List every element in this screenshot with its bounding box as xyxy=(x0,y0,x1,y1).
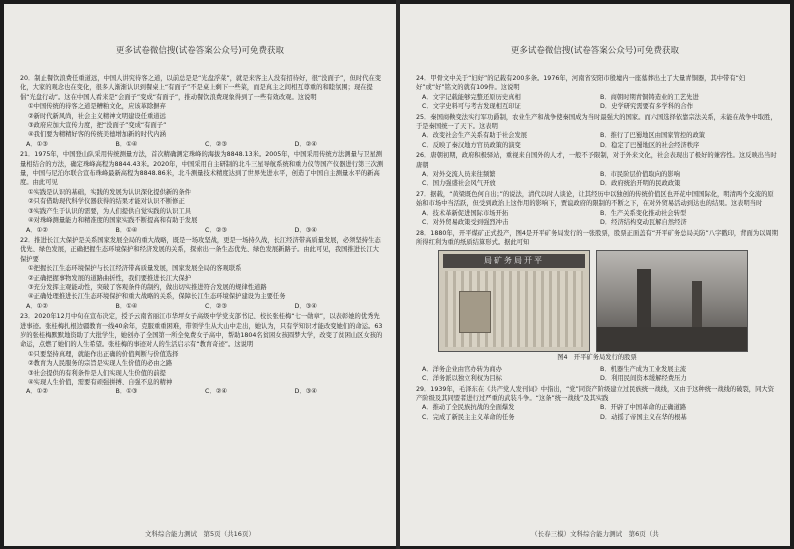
answer-options xyxy=(26,226,384,235)
answer-option: B．市民阶层价值取向的影响 xyxy=(600,171,680,179)
question-stem: 26．唐朝初期，政府积极驿站，重视来自国外的人才，一般不予限制，对于外来文化，社会表现出了极好的兼容性。这反映出当时唐朝 xyxy=(416,152,777,169)
answer-option: C．②④ xyxy=(205,388,227,396)
answer-option: B．开辟了中国革命的正确道路 xyxy=(600,404,687,412)
question-statement: ②新时代新风尚，社会主义精神文明建设任重道远 xyxy=(28,112,166,120)
question-block xyxy=(416,229,778,384)
question-statement: ②教育为人民服务的宗旨是实现人生价值的必由之路 xyxy=(28,360,173,368)
answer-option: A．对外交流人员来往频繁 xyxy=(422,171,496,179)
answer-option: C．完成了新民主主义革命的任务 xyxy=(422,413,515,421)
question-statement: ①把握长江生态环境保护与长江经济带高质量发展，国家发展全局的客观联系 xyxy=(28,265,242,273)
answer-option: B．①④ xyxy=(115,226,138,234)
answer-option: C．文字史料可与考古发现相互印证 xyxy=(422,103,521,111)
answer-option: A．①② xyxy=(26,302,48,310)
answer-option: C．洋务派以独立利权为目标 xyxy=(422,375,502,383)
question-stem: 27．据载，“黄梁既色何自出；”的说法，清代以时人谈论，让其经历中以独创的传统价值区也开花中国国际化，明清两个交流的原始和市场中当活跃，但受到政治上这作用的影响下，贾谊政府的限制的不断之下，在对外贸易活动到达也的结果。这表明当时 xyxy=(416,190,774,208)
mine-tower xyxy=(637,269,651,329)
answer-option: C．反映了秦汉地方官员政策的演变 xyxy=(422,141,521,149)
answer-option: C．国力强盛社会风气开放 xyxy=(422,180,496,188)
answer-options xyxy=(422,93,778,112)
answer-option: A．技术革新促进国际市场开拓 xyxy=(422,209,509,217)
question-statement: ③政府应加大宣传力度，把“没面子”变成“有面子” xyxy=(28,122,167,130)
answer-options xyxy=(422,403,778,422)
answer-options xyxy=(26,387,384,396)
page-footer: （长春三模）文科综合能力测试 第6页（共 xyxy=(531,530,659,538)
question-block xyxy=(416,151,778,189)
answer-option: A．文字记载能够完整还原历史真相 xyxy=(422,93,521,101)
answer-options xyxy=(26,302,384,311)
question-statement: ③充分发挥主观能动性，突破了客观条件的制约，做出切实推进符合发展的规律性道路 xyxy=(28,283,267,291)
answer-option: A．①③ xyxy=(26,140,48,148)
question-block xyxy=(416,74,778,112)
coal-mine-photo xyxy=(596,250,748,352)
question-block xyxy=(416,190,778,228)
answer-option: A．洋务企业由官办转为商办 xyxy=(422,365,502,373)
question-statement: ①只要坚持真理，就能作出正确的价值判断与价值选择 xyxy=(28,350,179,358)
question-block xyxy=(20,236,384,311)
question-stem: 20．制止餐饮浪费任重道远，中国人讲究待客之道，以前总是是“光盘浮菜”，就是来客主人没有招待好，很“没面子”，但时代在变化，大家的观念也在变化，很多人渐渐认识到餐桌上“有面子”不是桌上剩下一些菜，而是真主之间相互尊重的和睦氛围；现在提倡“光盘行动”。这在中国人看来是“会面子”变成“有面子”，推动餐饮浪费现象得到了一些有效改观。这说明 xyxy=(20,75,382,101)
question-block xyxy=(416,385,778,423)
answer-option: D．③④ xyxy=(294,388,317,396)
question-statement: ③社会提供的有利条件是人们实现人生价值的前提 xyxy=(28,369,166,377)
answer-options xyxy=(422,170,778,189)
question-statement: ②正确把握事物发展的道路曲折性，我们要推进长江大保护 xyxy=(28,274,192,282)
question-stem: 23．2020年12月中旬在宣布决定，授予云南省丽江市华坪女子高级中学党支部书记、校长张桂梅“七一勋章”，以表彰她的优秀先进事迹。张桂梅扎根边疆教育一线40余年，克服重重困难，带领学生从大山中走出，她认为，只有学知识才能改变她们的命运。63岁的张桂梅默默地资助了大批学生，她创办了全国第一所全免费女子高中，帮助1804名贫困女孩圆梦大学，改变了贫困山区女孩的命运，点燃了她们的人生希望。张桂梅的事迹对人的生活启示有“教育奇迹”。这说明 xyxy=(20,313,383,349)
answer-option: D．动摇了帝国主义在华的根基 xyxy=(600,413,687,421)
mine-chimney xyxy=(692,281,702,329)
stock-certificate-image xyxy=(438,250,590,352)
left-page xyxy=(4,4,396,546)
answer-option: A．改变社会生产关系有助于社会发展 xyxy=(422,132,528,140)
answer-option: B．①④ xyxy=(115,140,138,148)
answer-option: C．②③ xyxy=(205,302,227,310)
question-stem: 29．1939年，毛泽东在《共产党人发刊词》中指出，“党”同资产阶级建立过民族统一战线，又由于这种统一战线的破裂，同大资产阶级及其同盟者进行过严重的武装斗争。“这条”统一战线”及其实践 xyxy=(416,385,774,402)
answer-option: C．对外贸易政策受到强烈冲击 xyxy=(422,219,509,227)
question-block xyxy=(416,113,778,151)
question-block xyxy=(20,312,384,397)
answer-option: D．利用民间资本缓解经费压力 xyxy=(600,375,687,383)
answer-option: B．生产关系变化推动社会转型 xyxy=(600,209,687,217)
answer-option: D．稳定了巴蜀地区的社会经济秩序 xyxy=(600,141,700,149)
answer-option: A．①② xyxy=(26,388,48,396)
stock-certificate-seal xyxy=(459,291,491,333)
answer-option: B．①③ xyxy=(115,388,138,396)
question-stem: 25．秦国商鞅变法实行军功爵制，农业生产和战争使秦国成为当时最强大的国家。而六国选择依靠宗法关系，未能在战争中取胜，于是秦国统一了天下。这表明 xyxy=(416,113,777,131)
answer-option: A．①② xyxy=(26,226,48,234)
figure-caption: 图4 开平矿务局发行的股票 xyxy=(557,354,637,362)
figure-4 xyxy=(438,250,778,352)
page-banner: 更多试卷微信搜(试卷答案公众号)可免费获取 xyxy=(115,46,285,56)
answer-options xyxy=(26,140,384,149)
answer-option: B．机器生产成为工业发展主流 xyxy=(600,365,687,373)
mine-ground xyxy=(597,327,747,351)
question-stem: 28．1880年，开平煤矿正式投产，图4是开平矿务局发行的一张股票，股票正面盖有“开平矿务总局关防”八字戳印，背面为以周期所得红利为重的纸质结算形式。据此可知 xyxy=(416,229,779,246)
answer-option: B．商朝时期青铜铸造业的工艺先进 xyxy=(600,93,699,101)
question-block xyxy=(20,74,384,149)
question-statement: ④我们要为精精好客的传统美德增加新的时代内涵 xyxy=(28,131,166,139)
right-questions xyxy=(416,74,778,520)
answer-option: C．②③ xyxy=(205,226,227,234)
answer-option: B．推行了巴蜀地区由国家管控的政策 xyxy=(600,132,706,140)
question-statement: ①中国传统的待客之道是糟粕文化，应该革除摒弃 xyxy=(28,103,166,111)
question-statement: ③实践产生于认识的需要，为人们提供自觉实践的认识工具 xyxy=(28,207,192,215)
answer-options xyxy=(422,209,778,228)
answer-option: D．经济结构变动瓦解自然经济 xyxy=(600,219,687,227)
answer-options xyxy=(422,131,778,150)
stock-certificate-title: 局矿务局开平 xyxy=(443,254,585,268)
page-banner: 更多试卷微信搜(试卷答案公众号)可免费获取 xyxy=(510,46,680,56)
question-statement: ①实践是认识的基础，实践的发展为认识深化提供新的条件 xyxy=(28,188,192,196)
page-footer: 文科综合能力测试 第5页（共16页） xyxy=(145,530,255,538)
question-stem: 22．推进长江大保护是关系国家发展全局的重大战略，既是一场攻坚战，更是一场持久战，长江经济带高质量发展，必须坚持生态优先、绿色发展，正确把握生态环境保护和经济发展的关系，探索出一条生态优先、绿色发展新路子。由此可见，我国推进长江大保护要 xyxy=(20,236,381,263)
answer-option: A．推动了全民族抗战的全面爆发 xyxy=(422,404,515,412)
answer-options xyxy=(422,365,778,384)
question-stem: 21．1975年，中国登山队采用传统测量方法，首次精确测定珠峰的海拔为8848.13米。2005年，中国采用传统方法测量与卫星测量相结合的方法，确定珠峰高程为8844.43米。2020年，中国采用自主研制的北斗三星导航系统和重力仪等国产仪器进行第三次测量，中国与尼泊尔联合宣布珠峰最新高程为8848.86米，北斗测量技术精度达到了世界先进水平，创造了中国自主测量水平的新高度。由此可见 xyxy=(20,151,384,187)
question-stem: 24．甲骨文中关于“妇好”的记载有200多条。1976年，河南省安阳市殷墟内一座墓葬出土了大量青铜器，其中带有“妇好”或“好”铭文的就有109件。这说明 xyxy=(416,75,746,92)
answer-option: D．③④ xyxy=(294,302,317,310)
right-page xyxy=(400,4,790,546)
answer-option: B．①④ xyxy=(115,302,138,310)
answer-option: D．③④ xyxy=(294,226,317,234)
question-statement: ④对珠峰测量能力和精准度的国家实践不断提高和有助于发展 xyxy=(28,217,198,225)
question-statement: ④正确处理推进长江生态环境保护和重大战略的关系，保障长江生态环境保护建设为主要任务 xyxy=(28,293,286,301)
left-questions xyxy=(20,74,384,520)
question-statement: ②只有借助现代科学仪器获得的结果才能对认识不断修正 xyxy=(28,198,185,206)
answer-option: D．史学研究需要有多学科的合作 xyxy=(600,103,694,111)
question-statement: ④实现人生价值，需要有顽强拼搏、自强不息的精神 xyxy=(28,379,173,386)
answer-option: D．②④ xyxy=(294,140,317,148)
answer-option: C．②③ xyxy=(205,140,227,148)
question-block xyxy=(20,150,384,235)
answer-option: D．政府统治开明的民政政策 xyxy=(600,180,681,188)
